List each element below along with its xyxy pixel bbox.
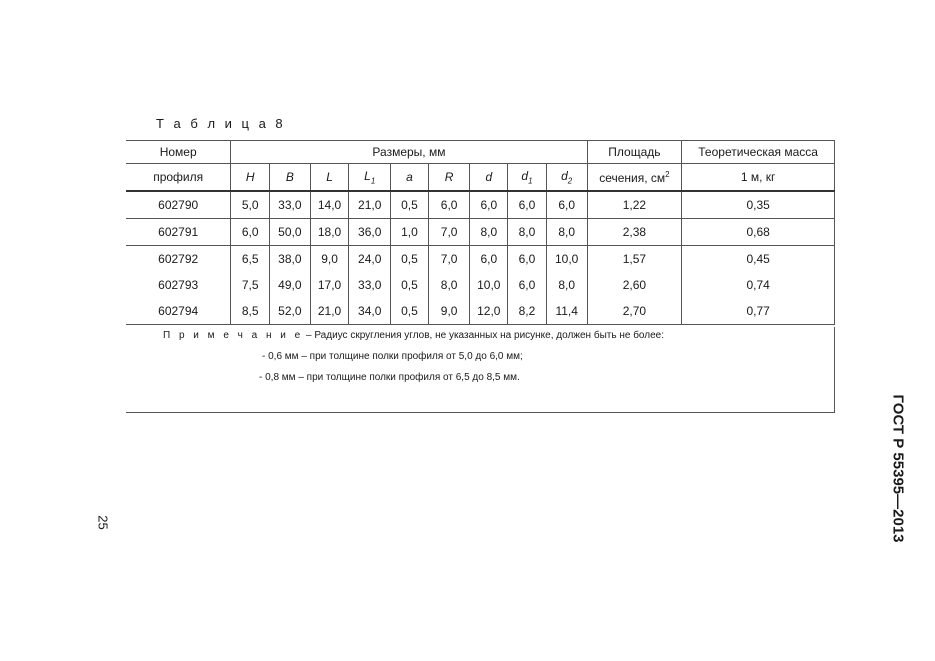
header-dimensions: Размеры, мм [231, 141, 587, 164]
cell-mass: 0,77 [682, 298, 835, 325]
table-row [126, 272, 835, 298]
table-caption: Т а б л и ц а 8 [156, 116, 286, 131]
table-row [126, 191, 835, 219]
note-text: П р и м е ч а н и е – Радиус скругления углов, не указанных на рисунке, должен быть не более: [163, 330, 664, 341]
cell-b: 38,0 [270, 246, 311, 273]
cell-l1: 34,0 [349, 298, 391, 325]
cell-d2: 10,0 [546, 246, 587, 273]
cell-l1: 33,0 [349, 272, 391, 298]
cell-b: 50,0 [270, 219, 311, 246]
cell-d1: 6,0 [508, 191, 547, 219]
cell-h: 7,5 [231, 272, 270, 298]
cell-d2: 8,0 [546, 272, 587, 298]
cell-d1: 8,0 [508, 219, 547, 246]
cell-d2: 6,0 [546, 191, 587, 219]
cell-d1: 6,0 [508, 272, 547, 298]
cell-d1: 8,2 [508, 298, 547, 325]
cell-r: 7,0 [428, 219, 470, 246]
cell-h: 5,0 [231, 191, 270, 219]
cell-l1: 36,0 [349, 219, 391, 246]
header-mass-unit: 1 м, кг [682, 164, 835, 192]
cell-mass: 0,68 [682, 219, 835, 246]
cell-b: 49,0 [270, 272, 311, 298]
cell-d2: 11,4 [546, 298, 587, 325]
cell-area: 2,38 [587, 219, 682, 246]
cell-area: 2,60 [587, 272, 682, 298]
header-a: a [391, 164, 429, 192]
header-R: R [428, 164, 470, 192]
cell-d: 6,0 [470, 191, 508, 219]
cell-r: 6,0 [428, 191, 470, 219]
cell-l1: 24,0 [349, 246, 391, 273]
cell-profile: 602794 [126, 298, 231, 325]
table-row [126, 219, 835, 246]
cell-profile: 602793 [126, 272, 231, 298]
header-mass: Теоретическая масса [682, 141, 835, 164]
cell-h: 6,5 [231, 246, 270, 273]
cell-d: 12,0 [470, 298, 508, 325]
table-row [126, 298, 835, 325]
header-d: d [470, 164, 508, 192]
cell-h: 6,0 [231, 219, 270, 246]
cell-r: 7,0 [428, 246, 470, 273]
cell-d: 8,0 [470, 219, 508, 246]
header-row-1 [126, 141, 835, 164]
cell-a: 0,5 [391, 191, 429, 219]
cell-a: 1,0 [391, 219, 429, 246]
cell-mass: 0,45 [682, 246, 835, 273]
header-profile-number: Номер [126, 141, 231, 164]
cell-d2: 8,0 [546, 219, 587, 246]
cell-r: 8,0 [428, 272, 470, 298]
header-L1: $L_1$ [349, 164, 391, 192]
cell-d: 10,0 [470, 272, 508, 298]
cell-l: 14,0 [310, 191, 349, 219]
cell-a: 0,5 [391, 246, 429, 273]
cell-l: 21,0 [310, 298, 349, 325]
page-number: 25 [95, 515, 111, 530]
cell-l1: 21,0 [349, 191, 391, 219]
cell-a: 0,5 [391, 272, 429, 298]
cell-l: 17,0 [310, 272, 349, 298]
header-row-2 [126, 164, 835, 192]
profile-table [126, 140, 835, 325]
cell-mass: 0,74 [682, 272, 835, 298]
cell-b: 33,0 [270, 191, 311, 219]
cell-d: 6,0 [470, 246, 508, 273]
header-d2: $d_2$ [546, 164, 587, 192]
cell-d1: 6,0 [508, 246, 547, 273]
cell-l: 18,0 [310, 219, 349, 246]
table-row [126, 246, 835, 273]
cell-b: 52,0 [270, 298, 311, 325]
header-B: B [270, 164, 311, 192]
cell-area: 1,22 [587, 191, 682, 219]
cell-mass: 0,35 [682, 191, 835, 219]
header-H: H [231, 164, 270, 192]
note-box [126, 327, 835, 413]
note-line-1: - 0,6 мм – при толщине полки профиля от 5,0 до 6,0 мм; [262, 351, 523, 362]
cell-area: 1,57 [587, 246, 682, 273]
cell-a: 0,5 [391, 298, 429, 325]
cell-area: 2,70 [587, 298, 682, 325]
cell-profile: 602792 [126, 246, 231, 273]
standard-title: ГОСТ Р 55395—2013 [889, 394, 907, 543]
cell-profile: 602791 [126, 219, 231, 246]
cell-r: 9,0 [428, 298, 470, 325]
cell-l: 9,0 [310, 246, 349, 273]
header-area-unit: сечения, $см^2$ [587, 164, 682, 192]
header-area: Площадь [587, 141, 682, 164]
cell-profile: 602790 [126, 191, 231, 219]
header-profile: профиля [126, 164, 231, 192]
header-d1: $d_1$ [508, 164, 547, 192]
cell-h: 8,5 [231, 298, 270, 325]
note-line-2: - 0,8 мм – при толщине полки профиля от 6,5 до 8,5 мм. [259, 372, 520, 383]
header-L: L [310, 164, 349, 192]
